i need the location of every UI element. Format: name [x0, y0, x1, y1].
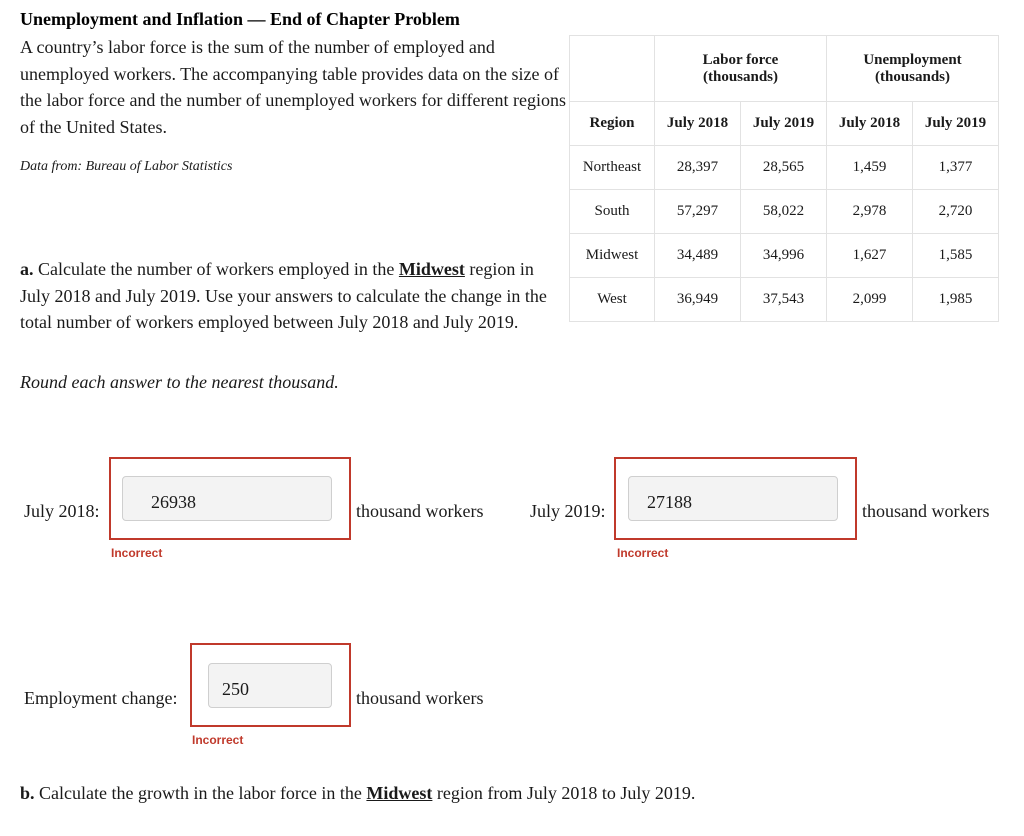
part-b-text-before: Calculate the growth in the labor force in the [34, 783, 367, 803]
problem-intro: A country’s labor force is the sum of the number of employed and unemployed workers. The accompanying table provides data on the size of the labor force and the number of unemployed workers for different regions of the United States. [20, 37, 566, 137]
part-a-text-before: Calculate the number of workers employed in the [33, 259, 399, 279]
table-cell: 2,720 [913, 190, 999, 234]
table-cell: 2,978 [827, 190, 913, 234]
column-header: July 2019 [913, 102, 999, 146]
july-2019-label: July 2019: [530, 501, 606, 521]
labor-data-table [569, 35, 999, 322]
employment-change-unit: thousand workers [356, 688, 484, 708]
part-a-prefix: a. [20, 259, 34, 279]
column-header: Region [570, 102, 655, 146]
table-cell: 57,297 [655, 190, 741, 234]
table-cell: 36,949 [655, 278, 741, 322]
part-b-prefix: b. [20, 783, 35, 803]
column-header: July 2018 [655, 102, 741, 146]
july-2018-label: July 2018: [24, 501, 100, 521]
july-2018-status: Incorrect [111, 546, 163, 560]
region-cell: Midwest [570, 234, 655, 278]
region-cell: South [570, 190, 655, 234]
table-cell: 37,543 [741, 278, 827, 322]
july-2019-input[interactable] [628, 476, 838, 521]
employment-change-input[interactable] [208, 663, 332, 708]
column-header: July 2018 [827, 102, 913, 146]
part-a-question [20, 256, 568, 336]
problem-title: Unemployment and Inflation — End of Chapter Problem [20, 9, 460, 29]
table-cell: 1,377 [913, 146, 999, 190]
table-cell: 1,985 [913, 278, 999, 322]
round-note: Round each answer to the nearest thousand. [20, 372, 339, 392]
table-row [570, 234, 999, 278]
table-cell: 34,489 [655, 234, 741, 278]
table-cell: 1,459 [827, 146, 913, 190]
employment-change-label: Employment change: [24, 688, 178, 708]
region-cell: Northeast [570, 146, 655, 190]
table-cell: 34,996 [741, 234, 827, 278]
column-header: July 2019 [741, 102, 827, 146]
part-b-region: Midwest [366, 783, 433, 803]
july-2019-unit: thousand workers [862, 501, 990, 521]
july-2018-unit: thousand workers [356, 501, 484, 521]
july-2018-input[interactable] [122, 476, 332, 521]
table-cell: 1,585 [913, 234, 999, 278]
part-b-question [20, 783, 695, 804]
table-row [570, 146, 999, 190]
region-cell: West [570, 278, 655, 322]
table-corner-cell [570, 36, 655, 102]
table-cell: 2,099 [827, 278, 913, 322]
part-a-text-after: region in July 2018 and July 2019. Use your answers to calculate the change in the total number of workers employed between July 2018 and July 2019. [20, 259, 547, 332]
july-2019-status: Incorrect [617, 546, 669, 560]
table-cell: 28,565 [741, 146, 827, 190]
data-source: Data from: Bureau of Labor Statistics [20, 159, 233, 174]
unemployment-group-header: Unemployment (thousands) [827, 36, 999, 102]
table-cell: 28,397 [655, 146, 741, 190]
part-b-text-after: region from July 2018 to July 2019. [432, 783, 696, 803]
part-a-region: Midwest [398, 259, 465, 279]
table-row [570, 278, 999, 322]
table-cell: 58,022 [741, 190, 827, 234]
employment-change-status: Incorrect [192, 733, 244, 747]
table-row [570, 190, 999, 234]
labor-force-group-header: Labor force (thousands) [655, 36, 827, 102]
table-cell: 1,627 [827, 234, 913, 278]
